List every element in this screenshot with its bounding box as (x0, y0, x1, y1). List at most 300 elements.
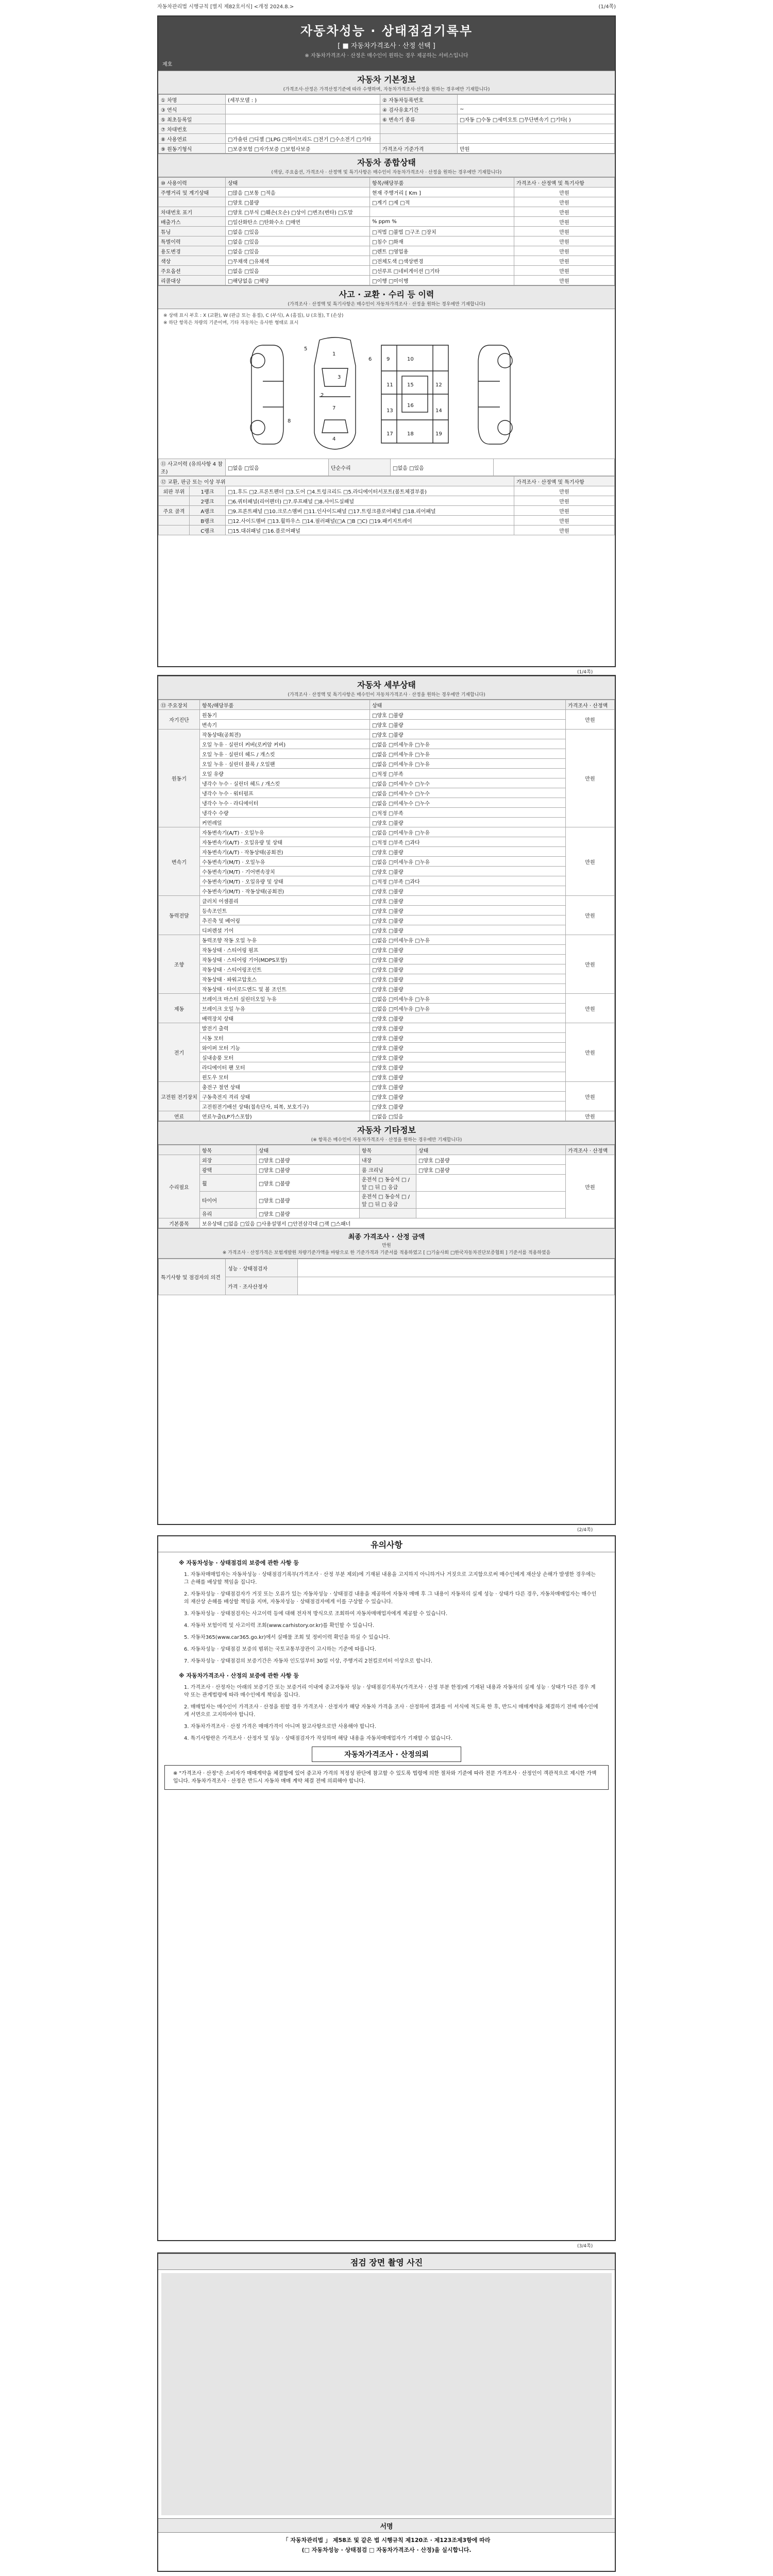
basic-value[interactable]: 만원 (458, 144, 615, 154)
detail-row (159, 984, 615, 994)
status-item[interactable]: □적법 □불법 □구조 □장치 (370, 227, 514, 236)
detail-state[interactable]: □양호 □불량 (370, 925, 566, 935)
rank-row (159, 526, 615, 535)
other-item2: 내장 (360, 1155, 416, 1165)
detail-row (159, 1072, 615, 1082)
status-item[interactable]: % ppm % (370, 217, 514, 227)
detail-state[interactable]: □없음 □미세누유 □누유 (370, 857, 566, 867)
other-state[interactable]: □양호 □불량 (257, 1209, 360, 1218)
notes-section-1 (158, 1571, 615, 1665)
status-price: 만원 (514, 207, 615, 217)
detail-price: 만원 (566, 994, 615, 1023)
status-state[interactable]: □무채색 □유채색 (226, 256, 370, 266)
detail-state[interactable]: □양호 □불량 (370, 955, 566, 964)
basic-value[interactable] (226, 114, 380, 124)
detail-state[interactable]: □양호 □불량 (370, 1082, 566, 1092)
other-info-table (158, 1145, 615, 1228)
status-usage: 리콜대상 (159, 276, 226, 285)
page-indicator: (1/4쪽) (598, 4, 616, 10)
detail-row (159, 827, 615, 837)
other-state2[interactable] (416, 1209, 566, 1218)
status-col-state: 상태 (226, 178, 370, 188)
svg-text:16: 16 (407, 403, 414, 409)
detail-state[interactable]: □양호 □불량 (370, 1062, 566, 1072)
detail-item: 오일 누유 · 실린더 커버(로커암 커버) (200, 739, 370, 749)
note-paragraph: 2. 매매업자는 매수인이 가격조사 · 산정을 원할 경우 가격조사 · 산정자가 해당 자동차 가격을 조사 · 산정하여 결과를 이 서식에 적도록 한 후, 반드시 매매계약을 체결하기 전에 매수인에게 서면으로 고지하여야 합니다. (184, 1704, 598, 1718)
detail-item: 오일 유량 (200, 769, 370, 778)
other-item2: 운전석 □ 동승석 □ / 앞 □ 뒤 □ 응급 (360, 1192, 416, 1209)
photos-header (158, 2253, 615, 2270)
status-state[interactable]: □양호 □불량 (226, 197, 370, 207)
detail-item: 냉각수 누수 · 워터펌프 (200, 788, 370, 798)
signature-text-2: (□ 자동차성능 · 상태점검 □ 자동차가격조사 · 산정)을 실시합니다. (301, 2547, 472, 2553)
page-number-1: (1/4쪽) (577, 670, 593, 675)
detail-row (159, 1111, 615, 1121)
basic-items-row (159, 1218, 615, 1228)
detail-item: 클러치 어셈블리 (200, 896, 370, 906)
detail-item: 윈도우 모터 (200, 1072, 370, 1082)
other-item2: 룸 크리닝 (360, 1165, 416, 1175)
svg-text:8: 8 (288, 418, 291, 424)
detail-item: 작동상태 · 스티어링 펌프 (200, 945, 370, 955)
status-state[interactable]: □많음 □보통 □적음 (226, 188, 370, 197)
status-state[interactable]: □일산화탄소 □탄화수소 □매연 (226, 217, 370, 227)
inspector-label: 성능 · 상태점검자 (226, 1259, 298, 1277)
detail-state[interactable]: □양호 □불량 (370, 1023, 566, 1033)
basic-row (159, 144, 615, 154)
other-state2[interactable] (416, 1192, 566, 1209)
detail-state[interactable]: □양호 □불량 (370, 847, 566, 857)
status-col-usage: ⑩ 사용이력 (159, 178, 226, 188)
detail-item: 발전기 출력 (200, 1023, 370, 1033)
final-price-header (158, 1228, 615, 1259)
status-usage: 튜닝 (159, 227, 226, 236)
svg-text:5: 5 (304, 346, 308, 352)
status-row (159, 266, 615, 276)
detail-state[interactable]: □양호 □불량 (370, 1013, 566, 1023)
detail-row (159, 886, 615, 896)
detail-item: 냉각수 수량 (200, 808, 370, 818)
detail-row (159, 994, 615, 1004)
detail-state[interactable]: □없음 □미세누수 □누수 (370, 788, 566, 798)
detail-group: 조향 (159, 935, 200, 994)
form-reference: 자동차관리법 시행규칙 [별지 제82호서식] <개정 2024.8.> (157, 4, 294, 10)
rank-items[interactable]: □12.사이드멤버 □13.휠하우스 □14.필러패널(□A □B □C) □19.패키지트레이 (226, 516, 514, 526)
rank-group (159, 516, 190, 526)
other-group: 수리필요 (159, 1155, 200, 1218)
detail-item: 작동상태 · 타이로드엔드 및 볼 조인트 (200, 984, 370, 994)
detail-col-item: 항목/해당부품 (200, 700, 370, 710)
page-4 (157, 2252, 616, 2572)
rank-price: 만원 (514, 486, 615, 496)
detail-item: 작동상태 · 스티어링 기어(MDPS포함) (200, 955, 370, 964)
status-state[interactable]: □없음 □있음 (226, 246, 370, 256)
detail-item: 수동변속기(M/T) · 작동상태(공회전) (200, 886, 370, 896)
svg-text:9: 9 (386, 357, 390, 362)
svg-text:14: 14 (435, 408, 442, 414)
detail-state[interactable]: □양호 □불량 (370, 1043, 566, 1053)
other-item2: 운전석 □ 동승석 □ / 앞 □ 뒤 □ 응급 (360, 1175, 416, 1192)
detail-row (159, 974, 615, 984)
detail-row (159, 769, 615, 778)
status-usage: 배출가스 (159, 217, 226, 227)
detail-state[interactable]: □적정 □부족 (370, 808, 566, 818)
overall-status-subtitle: (색상, 주요옵션, 가격조사 · 산정액 및 특기사항은 매수인이 자동차가격조사 · 산정을 원하는 경우에만 기재합니다) (271, 170, 502, 175)
status-usage: 주요옵션 (159, 266, 226, 276)
detail-state[interactable]: □양호 □불량 (370, 818, 566, 827)
status-row (159, 197, 615, 207)
detail-item: 작동상태(공회전) (200, 730, 370, 739)
detail-row (159, 759, 615, 769)
detail-col-device: ⑬ 주요장치 (159, 700, 200, 710)
notes-section-1-title: ※ 자동차성능 · 상태점검의 보증에 관한 사항 등 (179, 1560, 299, 1566)
detail-state[interactable]: □양호 □불량 (370, 945, 566, 955)
status-state[interactable]: □없음 □있음 (226, 236, 370, 246)
other-state2[interactable]: □양호 □불량 (416, 1155, 566, 1165)
svg-text:3: 3 (338, 375, 341, 380)
detail-item: 오일 누유 · 실린더 헤드 / 개스킷 (200, 749, 370, 759)
basic-label: 가격조사 기준가격 (380, 144, 458, 154)
basic-label (380, 124, 458, 134)
form-header-line (157, 2, 616, 10)
accident-legend (163, 312, 610, 327)
other-col-state: 상태 (257, 1145, 360, 1155)
detail-row (159, 896, 615, 906)
detail-state[interactable]: □양호 □불량 (370, 1101, 566, 1111)
overall-status-title: 자동차 종합상태 (357, 158, 416, 167)
detail-state[interactable]: □적정 □부족 (370, 769, 566, 778)
rank-group: 외판 부위 (159, 486, 190, 496)
detail-row (159, 867, 615, 876)
basic-items-state[interactable]: 보유상태 □없음 □있음 □사용설명서 □안전삼각대 □잭 □스패너 (200, 1218, 615, 1228)
page-number-2: (2/4쪽) (577, 1528, 593, 1533)
status-item[interactable]: □선루프 □네비게이션 □기타 (370, 266, 514, 276)
detail-state[interactable]: □없음 □미세누유 □누유 (370, 994, 566, 1004)
detail-row (159, 935, 615, 945)
status-usage: 주행거리 및 계기상태 (159, 188, 226, 197)
detail-state[interactable]: □양호 □불량 (370, 916, 566, 925)
svg-text:1: 1 (332, 351, 336, 357)
status-item[interactable] (370, 207, 514, 217)
rank-price: 만원 (514, 496, 615, 506)
status-col-price: 가격조사 · 산정액 및 특기사항 (514, 178, 615, 188)
status-price: 만원 (514, 217, 615, 227)
detail-row (159, 720, 615, 730)
detail-state[interactable]: □양호 □불량 (370, 1072, 566, 1082)
basic-row (159, 124, 615, 134)
rank-items[interactable]: □15.대쉬패널 □16.플로어패널 (226, 526, 514, 535)
accident-history-options[interactable]: □없음 □있음 (226, 459, 329, 476)
detail-row (159, 798, 615, 808)
basic-value[interactable] (226, 124, 380, 134)
other-row (159, 1209, 615, 1218)
note-paragraph: 2. 자동차성능 · 상태점검자가 거짓 또는 오류가 있는 자동차성능 · 상태점검 내용을 제공하여 자동차 매매 후 그 내용이 자동차의 실제 성능 · 상태가 다른 경우, 자동차매매업자는 매수인의 재산상 손해를 배상할 책임을 지며, 자동차성능 · 상태점검자에게 이를 구상할 수 있습니다. (184, 1591, 597, 1605)
detail-price: 만원 (566, 1023, 615, 1082)
basic-value[interactable]: □보증보험 □자가보증 □보험사보증 (226, 144, 380, 154)
basic-label: ③ 연식 (159, 105, 226, 114)
basic-value[interactable] (458, 134, 615, 144)
note-paragraph: 5. 자동차365(www.car365.go.kr)에서 실매물 조회 및 정비이력 확인을 하실 수 있습니다. (184, 1635, 390, 1640)
detail-group: 원동기 (159, 730, 200, 827)
other-state[interactable]: □양호 □불량 (257, 1175, 360, 1192)
other-row (159, 1192, 615, 1209)
svg-text:2: 2 (321, 393, 324, 398)
other-item: 휠 (200, 1175, 257, 1192)
detail-group: 전기 (159, 1023, 200, 1082)
basic-value[interactable] (226, 105, 380, 114)
rank-items[interactable]: □1.후드 □2.프론트펜더 □3.도어 □4.트렁크리드 □5.라디에이터서포트(볼트체결부품) (226, 486, 514, 496)
status-state[interactable]: □양호 □부식 □훼손(오손) □상이 □변조(변타) □도말 (226, 207, 370, 217)
detail-row (159, 778, 615, 788)
basic-value[interactable]: □자동 □수동 □세미오토 □무단변속기 □기타( ) (458, 114, 615, 124)
form-title-block (158, 16, 615, 71)
detail-row (159, 857, 615, 867)
rank-level: A랭크 (190, 506, 226, 516)
other-state[interactable]: □양호 □불량 (257, 1192, 360, 1209)
other-item: 유리 (200, 1209, 257, 1218)
detail-state[interactable]: □적정 □부족 □과다 (370, 837, 566, 847)
svg-text:19: 19 (435, 431, 442, 437)
note-paragraph: 3. 자동차성능 · 상태점검자는 사고이력 등에 대해 전자적 방식으로 조회하여 자동차매매업자에게 제공할 수 있습니다. (184, 1611, 448, 1617)
notes-section-2-title: ※ 자동차가격조사 · 산정의 보증에 관한 사항 등 (179, 1672, 299, 1679)
simple-repair-options[interactable]: □없음 □있음 (391, 459, 494, 476)
form-number-label: 제호 (162, 62, 173, 67)
appraiser-remarks[interactable] (298, 1277, 615, 1295)
rank-level: B랭크 (190, 516, 226, 526)
detail-row (159, 1043, 615, 1053)
other-item2 (360, 1209, 416, 1218)
detail-price: 만원 (566, 710, 615, 730)
other-info-header (158, 1121, 615, 1145)
basic-items-label: 기본품목 (159, 1218, 200, 1228)
svg-text:17: 17 (386, 431, 393, 437)
detail-state[interactable]: □양호 □불량 (370, 906, 566, 916)
other-price: 만원 (566, 1155, 615, 1218)
detail-item: 자동변속기(A/T) · 오일유량 및 상태 (200, 837, 370, 847)
status-item[interactable]: 현재 주행거리 [ Km ] (370, 188, 514, 197)
detail-col-state: 상태 (370, 700, 566, 710)
detail-state[interactable]: □양호 □불량 (370, 720, 566, 730)
photo-area (161, 2273, 612, 2515)
simple-repair-label: 단순수리 (329, 459, 391, 476)
detail-price: 만원 (566, 896, 615, 935)
other-item: 광택 (200, 1165, 257, 1175)
legend-note: ※ 하단 항목은 차량의 기준이며, 기타 자동차는 유사한 형태로 표시 (163, 320, 299, 326)
status-item[interactable]: □렌트 □영업용 (370, 246, 514, 256)
accident-title: 사고 · 교환 · 수리 등 이력 (339, 290, 434, 299)
detail-state[interactable]: □양호 □불량 (370, 867, 566, 876)
note-paragraph: 6. 자동차성능 · 상태점검 보증의 범위는 국토교통부장관이 고시하는 기준에 따릅니다. (184, 1647, 376, 1652)
basic-label: ① 차명 (159, 95, 226, 105)
rank-level: 1랭크 (190, 486, 226, 496)
basic-value[interactable] (458, 124, 615, 134)
svg-text:13: 13 (386, 408, 393, 414)
overall-status-table (158, 177, 615, 285)
status-usage: 색상 (159, 256, 226, 266)
detail-row (159, 808, 615, 818)
detail-item: 자동변속기(A/T) · 오일누유 (200, 827, 370, 837)
rank-level: 2랭크 (190, 496, 226, 506)
appraisal-note-box: ※ "가격조사 · 산정"은 소비자가 매매계약을 체결함에 있어 중고차 가격의 적정성 판단에 참고할 수 있도록 법령에 의한 절차와 기준에 따라 전문 가격조사 · 산정인이 객관적으로 제시한 가액입니다. 자동차가격조사 · 산정은 반드시 자동차 매매 계약 체결 전에 의뢰해야 합니다. (164, 1765, 609, 1790)
basic-row (159, 95, 615, 105)
basic-row (159, 105, 615, 114)
form-note: ※ 자동차가격조사 · 산정은 매수인이 원하는 경우 제공하는 서비스입니다 (305, 53, 468, 59)
detail-item: 커먼레일 (200, 818, 370, 827)
detail-state[interactable]: □양호 □불량 (370, 710, 566, 720)
basic-info-table (158, 94, 615, 154)
basic-value[interactable]: ~ (458, 105, 615, 114)
detail-item: 등속조인트 (200, 906, 370, 916)
status-item[interactable]: □침수 □화재 (370, 236, 514, 246)
status-item[interactable]: □전체도색 □색상변경 (370, 256, 514, 266)
rank-level: C랭크 (190, 526, 226, 535)
detail-item: 실내송풍 모터 (200, 1053, 370, 1062)
detail-group: 제동 (159, 994, 200, 1023)
detail-item: 브레이크 오일 누유 (200, 1004, 370, 1013)
basic-value[interactable] (458, 95, 615, 105)
detail-state[interactable]: □없음 □미세누유 □누유 (370, 935, 566, 945)
rank-price-head: 가격조사 · 산정액 및 특기사항 (514, 477, 615, 486)
detail-state[interactable]: □양호 □불량 (370, 886, 566, 896)
basic-label: ⑦ 차대번호 (159, 124, 226, 134)
rank-row (159, 486, 615, 496)
other-state[interactable]: □양호 □불량 (257, 1165, 360, 1175)
accident-subtitle: (가격조사 · 산정액 및 특기사항은 매수인이 자동차가격조사 · 산정을 원하는 경우에만 기재합니다) (288, 302, 485, 307)
detail-state[interactable]: □없음 □있음 (370, 1111, 566, 1121)
photos-title: 점검 장면 촬영 사진 (350, 2258, 423, 2267)
status-item[interactable]: □이행 □미이행 (370, 276, 514, 285)
status-row (159, 236, 615, 246)
rank-row (159, 506, 615, 516)
detail-state[interactable]: □없음 □미세누수 □누수 (370, 778, 566, 788)
basic-row (159, 114, 615, 124)
note-paragraph: 1. 가격조사 · 산정자는 아래의 보증기간 또는 보증거리 이내에 중고자동차 성능 · 상태점검기록부(가격조사 · 산정 부분 한정)에 기재된 내용과 자동차의 실제 성능 · 상태가 다른 경우 계약 또는 관계법령에 따라 매수인에게 책임을 집니다. (184, 1685, 596, 1698)
status-state[interactable]: □해당없음 □해당 (226, 276, 370, 285)
other-row (159, 1155, 615, 1165)
svg-text:18: 18 (407, 431, 414, 437)
detail-group: 고전원 전기장치 (159, 1082, 200, 1111)
status-row (159, 256, 615, 266)
detail-row (159, 837, 615, 847)
detail-state[interactable]: □양호 □불량 (370, 1053, 566, 1062)
detail-state[interactable]: □없음 □미세누유 □누유 (370, 739, 566, 749)
detail-state[interactable]: □없음 □미세누유 □누유 (370, 759, 566, 769)
accident-history-table (158, 459, 615, 476)
inspector-remarks[interactable] (298, 1259, 615, 1277)
detail-row (159, 1033, 615, 1043)
rank-items[interactable]: □9.프론트패널 □10.크로스멤버 □11.인사이드패널 □17.트렁크플로어패널 □18.리어패널 (226, 506, 514, 516)
detail-price: 만원 (566, 730, 615, 827)
detail-row (159, 788, 615, 798)
detail-state[interactable]: □없음 □미세누수 □누수 (370, 798, 566, 808)
detail-group: 자기진단 (159, 710, 200, 730)
detail-state[interactable]: □양호 □불량 (370, 984, 566, 994)
detail-state[interactable]: □없음 □미세누유 □누유 (370, 749, 566, 759)
detail-row (159, 1101, 615, 1111)
detail-item: 변속기 (200, 720, 370, 730)
status-price: 만원 (514, 266, 615, 276)
detail-row (159, 964, 615, 974)
final-price-title: 최종 가격조사 · 산정 금액 (348, 1233, 425, 1241)
overall-status-header (158, 154, 615, 177)
status-state[interactable]: □없음 □있음 (226, 266, 370, 276)
accident-history-header (158, 285, 615, 309)
rank-group: 주요 골격 (159, 506, 190, 516)
detail-row (159, 1053, 615, 1062)
detail-state[interactable]: □양호 □불량 (370, 896, 566, 906)
page-number-3: (3/4쪽) (577, 2244, 593, 2249)
status-usage: 용도변경 (159, 246, 226, 256)
status-price: 만원 (514, 246, 615, 256)
detail-state[interactable]: □양호 □불량 (370, 1033, 566, 1043)
other-state2[interactable] (416, 1175, 566, 1192)
status-state[interactable]: □없음 □있음 (226, 227, 370, 236)
detail-item: 수동변속기(M/T) · 오일누유 (200, 857, 370, 867)
status-col-item: 항목/해당부품 (370, 178, 514, 188)
detail-item: 와이퍼 모터 기능 (200, 1043, 370, 1053)
svg-text:12: 12 (435, 382, 442, 388)
detail-state[interactable]: □양호 □불량 (370, 1092, 566, 1101)
detail-item: 냉각수 누수 · 라디에이터 (200, 798, 370, 808)
detail-state[interactable]: □적정 □부족 □과다 (370, 876, 566, 886)
other-col-state2: 상태 (416, 1145, 566, 1155)
detail-item: 자동변속기(A/T) · 작동상태(공회전) (200, 847, 370, 857)
detail-state[interactable]: □없음 □미세누유 □누유 (370, 1004, 566, 1013)
car-outline-icon (232, 330, 541, 459)
accident-history-label: ⑪ 사고이력 (유의사항 4 참조) (159, 459, 226, 476)
basic-label (380, 134, 458, 144)
other-state[interactable]: □양호 □불량 (257, 1155, 360, 1165)
detail-state[interactable]: □없음 □미세누유 □누유 (370, 827, 566, 837)
page-3 (157, 1535, 616, 2241)
status-row (159, 188, 615, 197)
page-1 (157, 15, 616, 667)
panel-label: ⑫ 교환, 판금 또는 이상 부위 (159, 477, 514, 486)
status-price: 만원 (514, 188, 615, 197)
status-price: 만원 (514, 227, 615, 236)
rank-items[interactable]: □6.쿼터패널(리어펜더) □7.루프패널 □8.사이드실패널 (226, 496, 514, 506)
page-2 (157, 675, 616, 1525)
remarks-table (158, 1259, 615, 1295)
detail-row (159, 847, 615, 857)
detail-col-price: 가격조사 · 산정액 (566, 700, 615, 710)
detail-row (159, 739, 615, 749)
other-row (159, 1165, 615, 1175)
note-paragraph: 3. 자동차가격조사 · 산정 가격은 매매가격이 아니며 참고사항으로만 사용해야 합니다. (184, 1724, 376, 1730)
appraisal-request-title: 자동차가격조사 · 산정의뢰 (312, 1747, 461, 1762)
detail-item: 냉각수 누수 · 실린더 헤드 / 개스킷 (200, 778, 370, 788)
basic-value[interactable]: (세부모델 : ) (226, 95, 380, 105)
status-usage (159, 197, 226, 207)
basic-info-subtitle: (가격조사·산정은 가격산정기준에 따라 수행하며, 자동차가격조사·산정을 원하는 경우에만 기재합니다) (283, 87, 490, 92)
svg-text:6: 6 (368, 357, 372, 362)
other-state2[interactable]: □양호 □불량 (416, 1165, 566, 1175)
detail-item: 추진축 및 베어링 (200, 916, 370, 925)
detail-group: 변속기 (159, 827, 200, 896)
basic-label: ⑧ 사용연료 (159, 134, 226, 144)
detail-state[interactable]: □양호 □불량 (370, 730, 566, 739)
detail-item: 연료누출(LP가스포함) (200, 1111, 370, 1121)
detail-item: 라디에이터 팬 모터 (200, 1062, 370, 1072)
detail-state[interactable]: □양호 □불량 (370, 964, 566, 974)
basic-value[interactable]: □가솔린 □디젤 □LPG □하이브리드 □전기 □수소전기 □기타 (226, 134, 380, 144)
notes-title: 유의사항 (371, 1540, 402, 1550)
detail-group: 연료 (159, 1111, 200, 1121)
status-price: 만원 (514, 276, 615, 285)
basic-label: ④ 검사유효기간 (380, 105, 458, 114)
detail-state[interactable]: □양호 □불량 (370, 974, 566, 984)
status-item[interactable]: □계기 □제 □적 (370, 197, 514, 207)
